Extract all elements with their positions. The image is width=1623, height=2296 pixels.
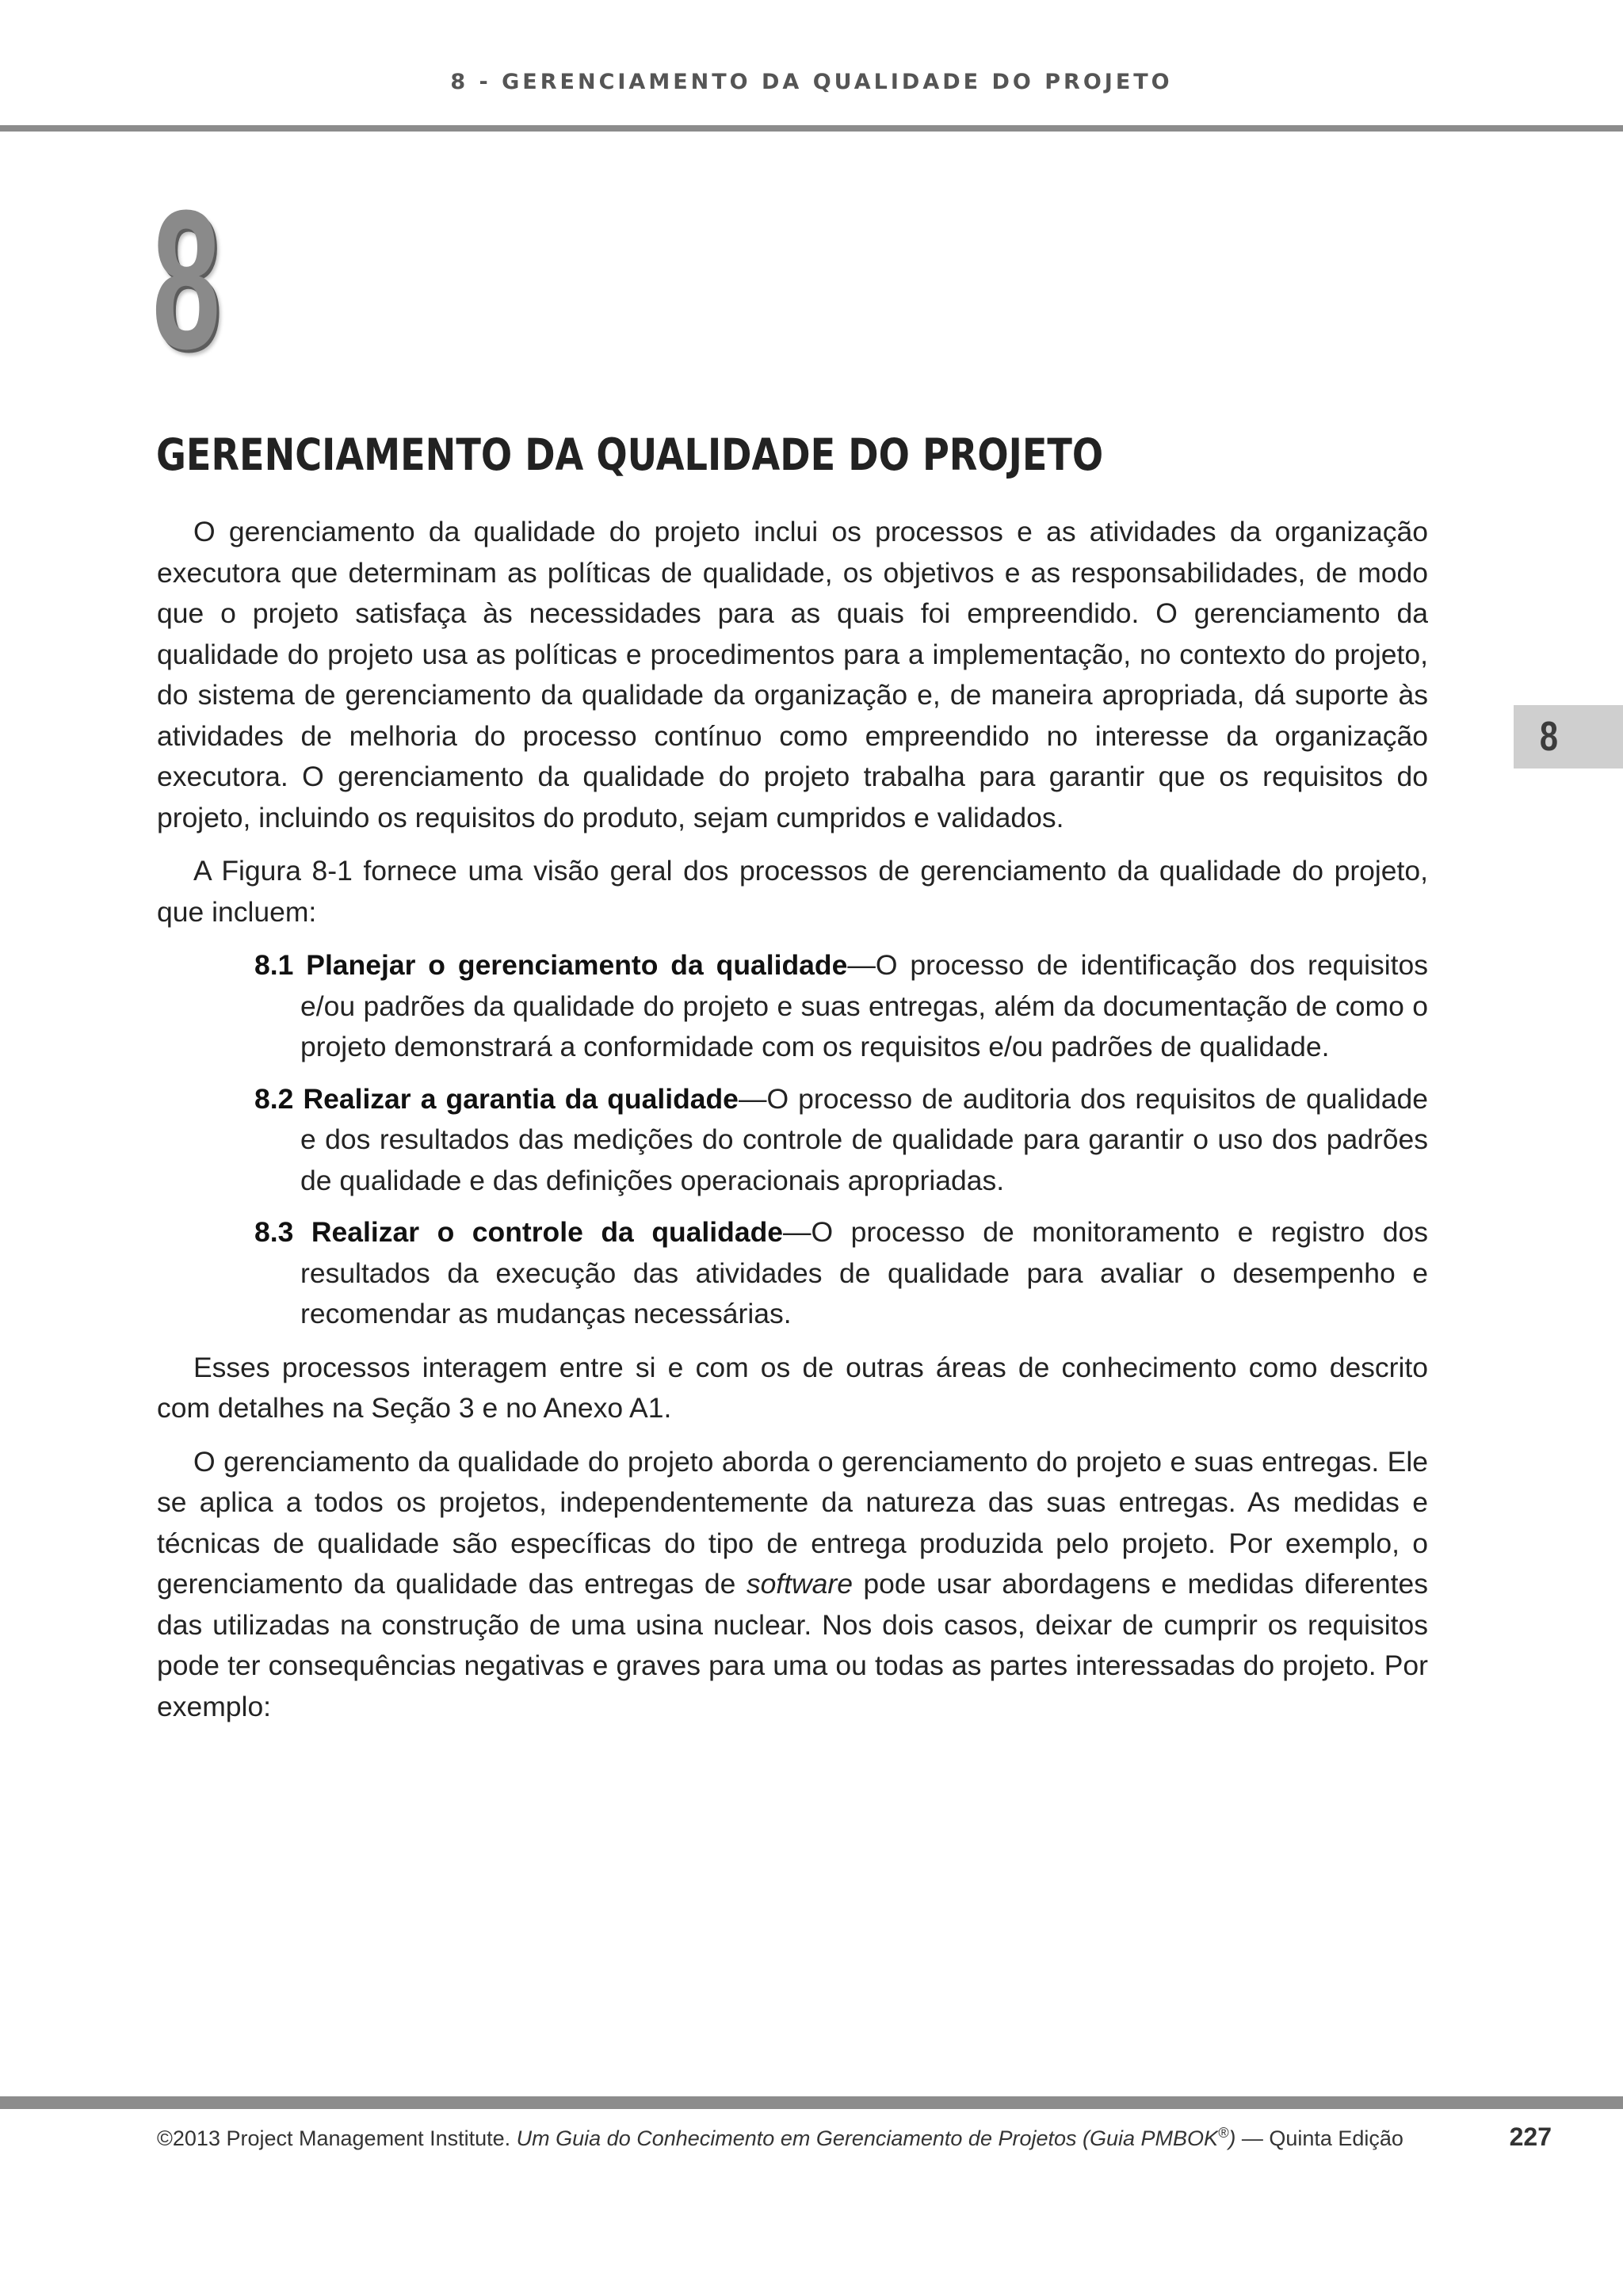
intro-paragraph: O gerenciamento da qualidade do projeto inclui os processos e as atividades da organização executora que determinam as políticas de qualidade, os objetivos e as responsabilidades, de modo que o projeto satisfaça às necessidades para as quais foi empreendido. O gerenciamento da qualidade do projeto usa as políticas e procedimentos para a implementação, no contexto do projeto, do sistema de gerenciamento da qualidade da organização e, de maneira apropriada, dá suporte às atividades de melhoria do processo contínuo como empreendido no interesse da organização executora. O gerenciamento da qualidade do projeto trabalha para garantir que os requisitos do projeto, incluindo os requisitos do produto, sejam cumpridos e validados.	[157, 516, 1428, 833]
footer-book-title-text: Um Guia do Conhecimento em Gerenciamento de Projetos (Guia PMBOK	[516, 2126, 1219, 2150]
interaction-paragraph: Esses processos interagem entre si e com os de outras áreas de conhecimento como descrito com detalhes na Seção 3 e no Anexo A1.	[157, 1351, 1428, 1424]
registered-mark: ®	[1218, 2125, 1229, 2141]
process-name: Realizar a garantia da qualidade	[303, 1082, 739, 1115]
process-description: —O processo de auditoria dos requisitos de qualidade e dos resultados das medições do controle de qualidade para garantir o uso dos padrões de qualidade e das definições operacionais apropriadas.	[300, 1082, 1429, 1196]
header-divider	[0, 125, 1623, 132]
chapter-side-tab-label: 8	[1539, 714, 1558, 760]
footer-edition: — Quinta Edição	[1235, 2126, 1403, 2150]
footer-copyright: ©2013 Project Management Institute.	[157, 2126, 517, 2150]
process-description: —O processo de identificação dos requisitos e/ou padrões da qualidade do projeto e suas entregas, além da documentação de como o projeto demonstrará a conformidade com os requisitos e/ou padrões de qualidade.	[300, 949, 1428, 1062]
final-paragraph-start: O gerenciamento da qualidade do projeto aborda o gerenciamento do projeto e suas entregas. Ele se aplica a todos os projetos, independentemente da natureza das suas entregas. As medidas e técnicas de qualidade são específicas do tipo de entrega produzida pelo projeto. Por exemplo, o gerenciamento da qualidade das entregas de	[157, 1445, 1428, 1600]
process-number: 8.2	[254, 1082, 294, 1115]
footer-title-close: )	[1228, 2126, 1236, 2150]
process-name: Realizar o controle da qualidade	[311, 1216, 784, 1248]
final-paragraph-end: pode usar abordagens e medidas diferentes das utilizadas na construção de uma usina nuclear. Nos dois casos, deixar de cumprir os requisitos pode ter consequências negativas e graves para uma ou todas as partes interessadas do projeto. Por exemplo:	[157, 1568, 1428, 1722]
process-item-8-3	[157, 1212, 1428, 1335]
body-text	[157, 512, 1428, 1740]
process-list	[157, 945, 1428, 1335]
footer-citation	[157, 2125, 1552, 2151]
chapter-title: GERENCIAMENTO DA QUALIDADE DO PROJETO	[156, 429, 1104, 480]
software-term: software	[746, 1568, 853, 1600]
chapter-side-tab	[1514, 705, 1623, 769]
process-number: 8.1	[254, 949, 294, 981]
process-name: Planejar o gerenciamento da qualidade	[306, 949, 848, 981]
footer-divider	[0, 2096, 1623, 2109]
process-item-8-1	[157, 945, 1428, 1068]
page-number: 227	[1509, 2122, 1552, 2151]
final-paragraph	[157, 1442, 1428, 1728]
footer-book-title	[517, 2126, 1236, 2150]
process-number: 8.3	[254, 1216, 294, 1248]
running-header: 8 - GERENCIAMENTO DA QUALIDADE DO PROJETO	[450, 70, 1173, 94]
process-item-8-2	[157, 1079, 1428, 1202]
process-description: —O processo de monitoramento e registro dos resultados da execução das atividades de qualidade para avaliar o desempenho e recomendar as mudanças necessárias.	[300, 1216, 1428, 1329]
figure-intro-paragraph: A Figura 8-1 fornece uma visão geral dos processos de gerenciamento da qualidade do projeto, que incluem:	[157, 855, 1428, 928]
chapter-number: 8	[152, 169, 221, 390]
